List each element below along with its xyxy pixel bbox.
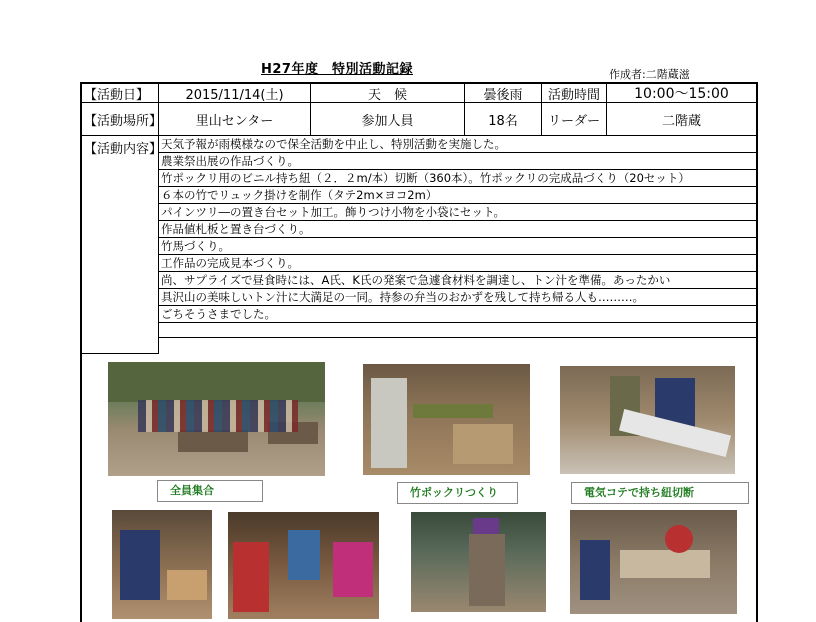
date-value: 2015/11/14(土): [159, 84, 311, 102]
cutting-cord-photo: [560, 366, 735, 474]
weather-value: 曇後雨: [465, 84, 542, 102]
time-value: 10:00～15:00: [634, 86, 729, 102]
page-title: H27年度 特別活動記録: [261, 62, 413, 77]
bamboo-work-photo: [363, 364, 530, 475]
content-line: 天気予報が雨模様なので保全活動を中止し、特別活動を実施した。: [159, 136, 756, 153]
place-row: [82, 103, 756, 136]
content-label: 【活動内容】: [82, 136, 159, 354]
content-line: ６本の竹でリュック掛けを制作（タテ2m×ヨコ2m）: [159, 187, 756, 204]
content-line: 農業祭出展の作品づくり。: [159, 153, 756, 170]
caption-cutting: 電気コテで持ち紐切断: [571, 482, 749, 504]
crafting-photo-1: [112, 510, 212, 619]
time-label: 活動時間: [542, 84, 607, 102]
leader-label: リーダー: [542, 103, 607, 135]
content-line: [159, 323, 756, 338]
date-row: [82, 84, 756, 103]
lunch-photo: [570, 510, 737, 614]
content-line: 作品値札板と置き台づくり。: [159, 221, 756, 238]
content-line: ごちそうさまでした。: [159, 306, 756, 323]
content-line: 竹ポックリ用のビニル持ち紐（２．２m/本）切断（360本）。竹ポックリの完成品づくり（20セット）: [159, 170, 756, 187]
leader-value: 二階蔵: [661, 113, 701, 129]
content-line: 尚、サプライズで昼食時には、A氏、K氏の発案で急遽食材料を調達し、トン汁を準備。あったかい: [159, 272, 756, 289]
date-label: 【活動日】: [82, 84, 159, 102]
caption-group: 全員集合: [157, 480, 263, 502]
bamboo-stilts-photo: [411, 512, 546, 612]
place-value: 里山センター: [159, 103, 311, 135]
content-line: 具沢山の美味しいトン汁に大満足の一同。持参の弁当のおかずを残して持ち帰る人も………。: [159, 289, 756, 306]
participants-value: 18名: [465, 103, 542, 135]
participants-label: 参加人員: [311, 103, 465, 135]
content-line: パインツリ―の置き台セット加工。飾りつけ小物を小袋にセット。: [159, 204, 756, 221]
crafting-photo-2: [228, 512, 379, 619]
place-label: 【活動場所】: [82, 103, 159, 135]
author-label: 作成者:二階蔵滋: [609, 68, 690, 81]
group-photo: [108, 362, 325, 476]
weather-label: 天 候: [311, 84, 465, 102]
caption-bamboo: 竹ポックリつくり: [397, 482, 518, 504]
content-lines: [159, 136, 756, 354]
content-line: 工作品の完成見本づくり。: [159, 255, 756, 272]
content-line: 竹馬づくり。: [159, 238, 756, 255]
